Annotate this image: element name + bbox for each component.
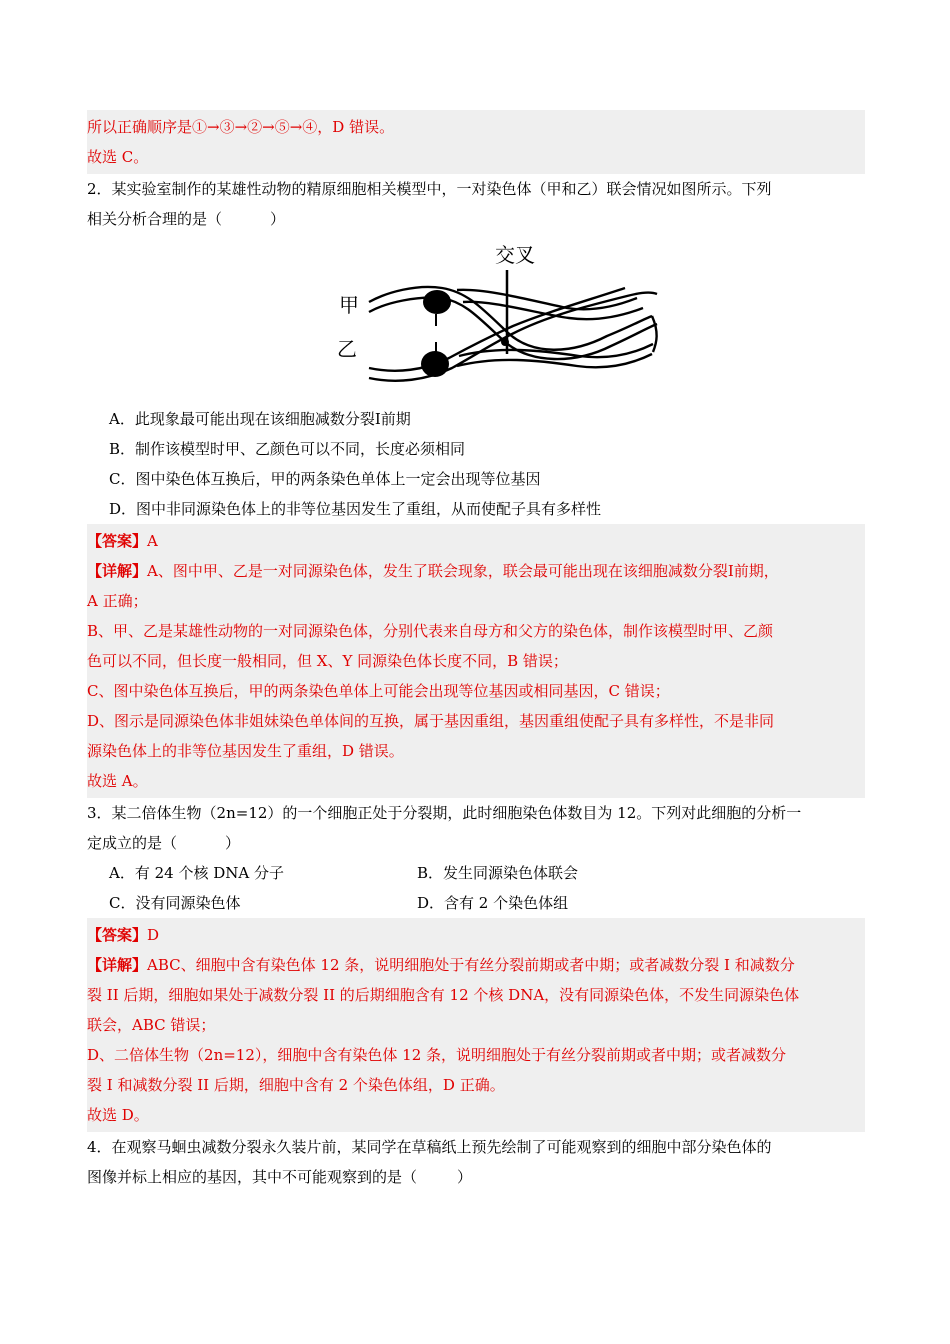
question-3-options-row-2 xyxy=(87,888,865,918)
question-3-answer-block xyxy=(87,918,865,1132)
question-2-detail-4b: 源染色体上的非等位基因发生了重组，D 错误。 xyxy=(87,742,404,760)
question-3-option-d: D．含有 2 个染色体组 xyxy=(417,894,569,912)
question-2-option-b: B．制作该模型时甲、乙颜色可以不同，长度必须相同 xyxy=(109,440,466,458)
question-3-detail-1c: 联会，ABC 错误； xyxy=(87,1016,216,1034)
chromosome-figure xyxy=(87,236,865,400)
question-4-stem-line2: 图像并标上相应的基因，其中不可能观察到的是（ ） xyxy=(87,1168,473,1186)
chromatid-yi-3 xyxy=(457,354,652,367)
chromosome-strands xyxy=(369,287,657,381)
document-page xyxy=(87,110,865,1192)
question-2-option-c: C．图中染色体互换后，甲的两条染色单体上一定会出现等位基因 xyxy=(109,470,541,488)
question-3-stem-line2: 定成立的是（ ） xyxy=(87,834,241,852)
question-2-answer: 【答案】A xyxy=(87,532,158,550)
synapsis-diagram xyxy=(307,236,667,400)
centromere-jia xyxy=(423,290,451,314)
question-3-option-a: A．有 24 个核 DNA 分子 xyxy=(109,864,284,882)
label-yi: 乙 xyxy=(337,337,357,361)
previous-answer-line: 所以正确顺序是①→③→②→⑤→④，D 错误。 xyxy=(87,118,395,136)
question-2-stem-line2: 相关分析合理的是（ ） xyxy=(87,210,286,228)
chromatid-end-right xyxy=(652,316,657,352)
chiasma-point xyxy=(501,338,509,346)
centromere-yi xyxy=(421,351,449,377)
question-2-answer-block xyxy=(87,524,865,798)
question-2-stem-line1: 2．某实验室制作的某雄性动物的精原细胞相关模型中，一对染色体（甲和乙）联会情况如图所示。下列 xyxy=(87,180,772,198)
label-jia: 甲 xyxy=(339,293,359,317)
question-3-detail-1b: 裂 II 后期，细胞如果处于减数分裂 II 的后期细胞含有 12 个核 DNA，没有同源染色体，不发生同源染色体 xyxy=(87,986,800,1004)
question-3-conclusion: 故选 D。 xyxy=(87,1106,149,1124)
question-3-options-row-1 xyxy=(87,858,865,888)
question-2-detail-1b: A 正确； xyxy=(87,592,148,610)
question-4 xyxy=(87,1132,865,1192)
question-3-detail-2a: D、二倍体生物（2n=12），细胞中含有染色体 12 条，说明细胞处于有丝分裂前期或者中期；或者减数分 xyxy=(87,1046,787,1064)
previous-answer-block xyxy=(87,110,865,174)
question-3-detail-2b: 裂 I 和减数分裂 II 后期，细胞中含有 2 个染色体组，D 正确。 xyxy=(87,1076,505,1094)
question-2-option-d: D．图中非同源染色体上的非等位基因发生了重组，从而使配子具有多样性 xyxy=(109,500,602,518)
question-3 xyxy=(87,798,865,858)
question-2-conclusion: 故选 A。 xyxy=(87,772,148,790)
question-3-answer: 【答案】D xyxy=(87,926,160,944)
question-2-detail-1a: 【详解】A、图中甲、乙是一对同源染色体，发生了联会现象，联会最可能出现在该细胞减数分裂Ⅰ前期， xyxy=(87,562,779,580)
question-2-detail-4a: D、图示是同源染色体非姐妹染色单体间的互换，属于基因重组，基因重组使配子具有多样性，不是非同 xyxy=(87,712,775,730)
question-2-detail-3: C、图中染色体互换后，甲的两条染色单体上可能会出现等位基因或相同基因，C 错误； xyxy=(87,682,670,700)
question-3-stem-line1: 3．某二倍体生物（2n=12）的一个细胞正处于分裂期，此时细胞染色体数目为 12。下列对此细胞的分析一 xyxy=(87,804,802,822)
previous-conclusion: 故选 C。 xyxy=(87,148,149,166)
question-2 xyxy=(87,174,865,234)
question-2-detail-2a: B、甲、乙是某雄性动物的一对同源染色体，分别代表来自母方和父方的染色体，制作该模型时甲、乙颜 xyxy=(87,622,774,640)
label-cross: 交叉 xyxy=(495,243,535,267)
question-3-option-b: B．发生同源染色体联会 xyxy=(417,864,579,882)
question-2-option-a: A．此现象最可能出现在该细胞减数分裂Ⅰ前期 xyxy=(109,410,411,428)
question-3-option-c: C．没有同源染色体 xyxy=(109,894,241,912)
question-4-stem-line1: 4．在观察马蛔虫减数分裂永久装片前，某同学在草稿纸上预先绘制了可能观察到的细胞中部分染色体的 xyxy=(87,1138,772,1156)
question-2-detail-2b: 色可以不同，但长度一般相同，但 X、Y 同源染色体长度不同，B 错误； xyxy=(87,652,568,670)
question-3-detail-1a: 【详解】ABC、细胞中含有染色体 12 条，说明细胞处于有丝分裂前期或者中期；或者减数分裂 I 和减数分 xyxy=(87,956,795,974)
